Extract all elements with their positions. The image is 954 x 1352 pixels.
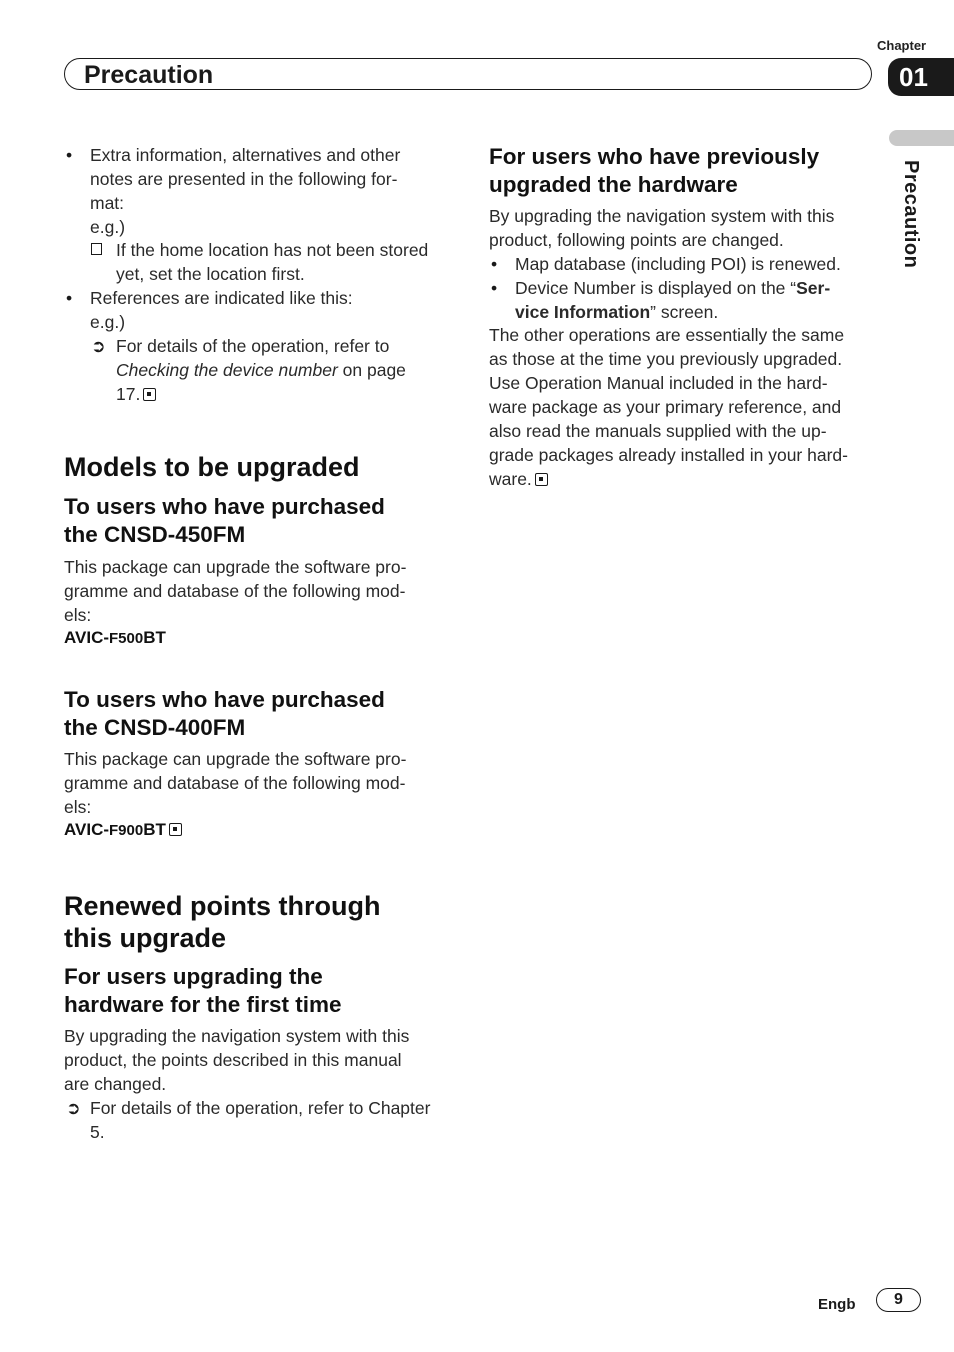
chapter-number-tab: 01 — [888, 58, 954, 96]
model-avic-f900bt: AVIC-F900BT — [64, 818, 182, 843]
reference-example: For details of the operation, refer to Checking the device number on page 17. — [116, 336, 406, 404]
end-mark-icon — [143, 388, 156, 401]
body-cnsd-400fm: This package can upgrade the software pro- gramme and database of the following mod- els: — [64, 749, 407, 817]
arrow-right-icon: ➲ — [66, 1098, 81, 1118]
model-avic-f500bt: AVIC-F500BT — [64, 628, 166, 647]
page-number: 9 — [876, 1288, 921, 1312]
bullet-icon: • — [66, 145, 73, 165]
footer-language: Engb — [818, 1296, 856, 1313]
end-mark-icon — [169, 823, 182, 836]
body-cnsd-450fm: This package can upgrade the software pro- gramme and database of the following mod- els: — [64, 557, 407, 625]
reference-chapter-5: For details of the operation, refer to Chapter 5. — [90, 1098, 431, 1142]
models-heading: Models to be upgraded — [64, 452, 360, 482]
change-item-1: Map database (including POI) is renewed. — [515, 254, 841, 274]
renewed-heading: Renewed points through this upgrade — [64, 891, 381, 953]
change-item-2: Device Number is displayed on the “Ser- vice Information” screen. — [515, 278, 831, 322]
eg-label: e.g.) — [90, 312, 126, 332]
bullet-icon: • — [491, 278, 498, 298]
chapter-label: Chapter — [877, 38, 927, 53]
end-mark-icon — [535, 473, 548, 486]
subheading-cnsd-400fm: To users who have purchased the CNSD-400FM — [64, 687, 385, 740]
arrow-right-icon: ➲ — [91, 336, 106, 356]
body-first-time: By upgrading the navigation system with this product, the points described in this manual are changed. — [64, 1026, 410, 1094]
notes-item-1: Extra information, alternatives and other notes are presented in the following for- mat: e.g.) — [90, 143, 460, 239]
bullet-icon: • — [66, 288, 73, 308]
note-example: If the home location has not been stored yet, set the location first. — [116, 240, 429, 284]
page-title: Precaution — [84, 61, 214, 89]
subheading-cnsd-450fm: To users who have purchased the CNSD-450FM — [64, 494, 385, 547]
eg-label: e.g.) — [90, 217, 126, 237]
side-section-label: Precaution — [900, 160, 922, 269]
checkbox-icon — [91, 243, 102, 255]
subheading-first-time: For users upgrading the hardware for the first time — [64, 964, 342, 1017]
body-previously-upgraded: The other operations are essentially the same as those at the time you previously upgraded. Use Operation Manual included in the hard- ware package as your primary reference, and also read the manuals supplied with the up- grade packages already installed in your hard- ware. — [489, 325, 848, 489]
side-tab-strip — [889, 130, 954, 146]
subheading-previously-upgraded: For users who have previously upgraded the hardware — [489, 144, 820, 197]
bullet-icon: • — [491, 254, 498, 274]
intro-previously-upgraded: By upgrading the navigation system with this product, following points are changed. — [489, 206, 835, 250]
notes-item-2: References are indicated like this: e.g.) — [90, 286, 460, 334]
